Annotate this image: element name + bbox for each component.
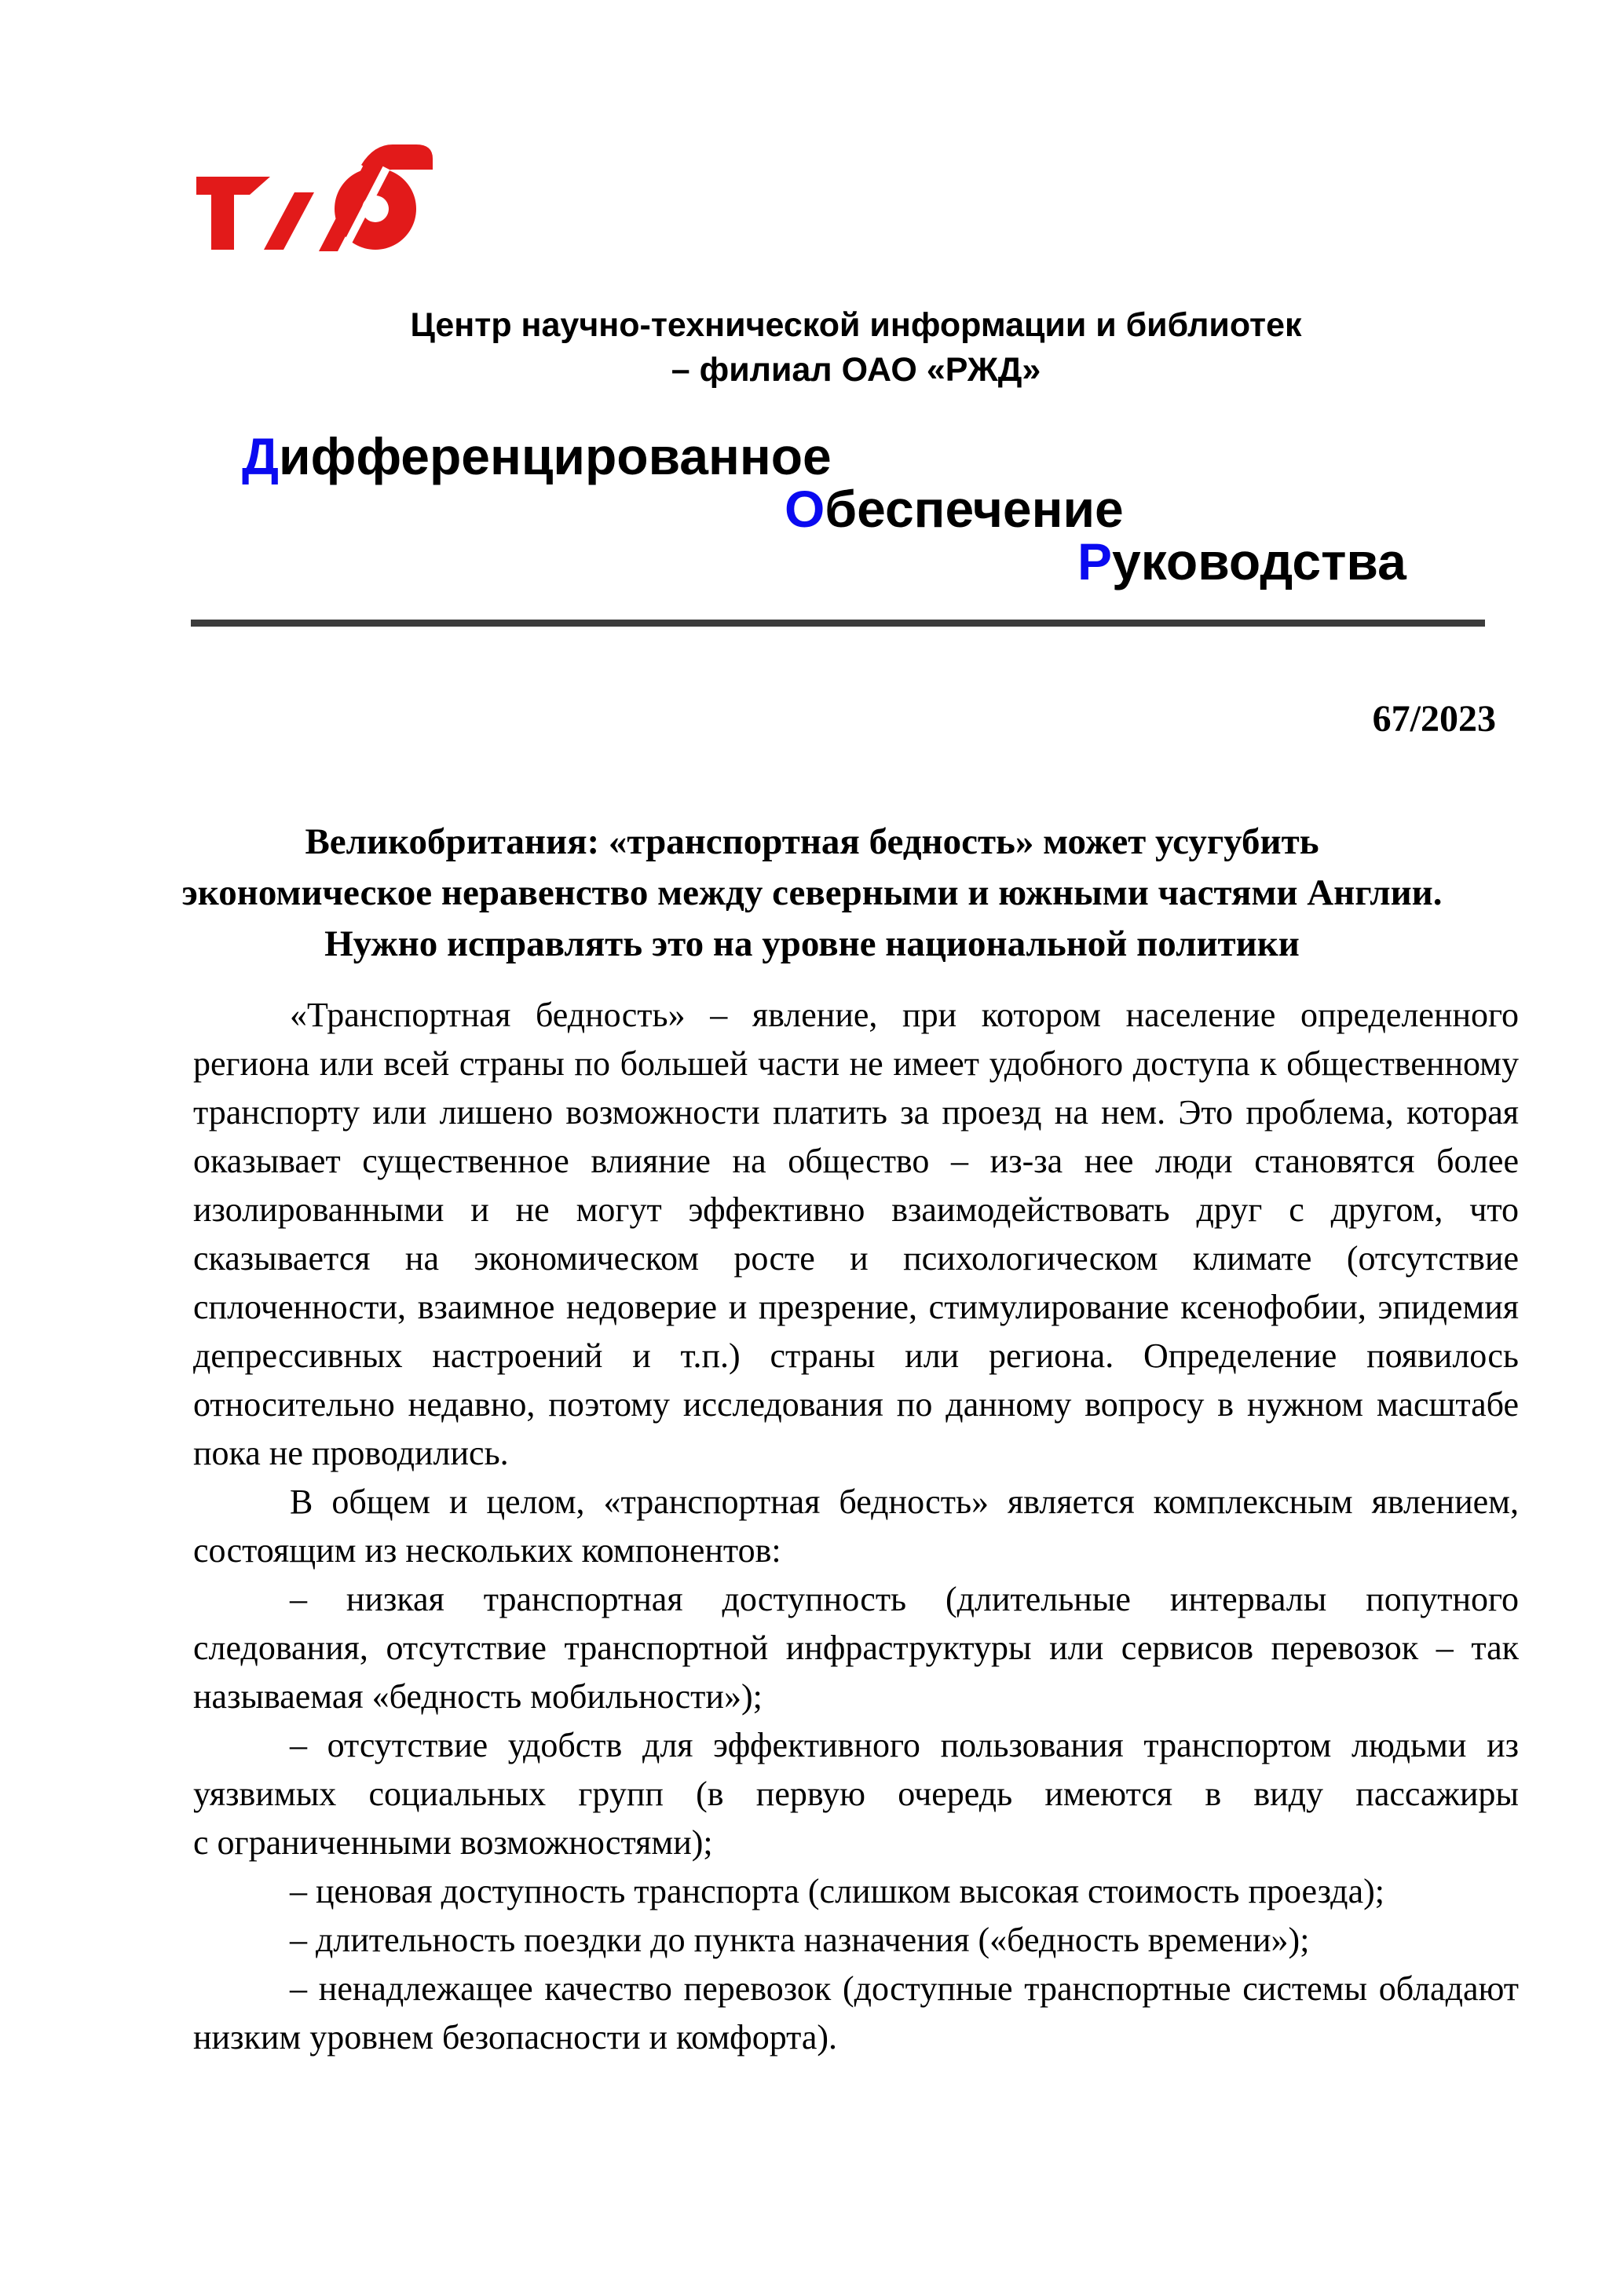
masthead-rest: беспечение [825, 480, 1124, 538]
rzd-logo-icon [195, 141, 434, 251]
masthead-initial: О [785, 480, 825, 538]
masthead-line-differencirovannoe [242, 427, 832, 485]
masthead-line-rukovodstva [1077, 532, 1406, 590]
masthead-rest: ифференцированное [279, 427, 832, 485]
document-title-line: Великобритания: «транспортная бедность» может усугубить [305, 821, 1319, 862]
document-title [149, 817, 1475, 970]
masthead-initial: Р [1077, 532, 1113, 590]
body-paragraph: «Транспортная бедность» – явление, при котором население определенного региона или всей страны по большей части не имеет удобного доступа к общественному транспорту или лишено возможности платить за проезд на нем. Это проблема, которая оказывает существенное влияние на общество – из-за нее люди становятся более изолированными и не могут эффективно взаимодействовать друг с другом, что сказывается на экономическом росте и психологическом климате (отсутствие сплоченности, взаимное недоверие и презрение, стимулирование ксенофобии, эпидемия депрессивных настроений и т.п.) страны или региона. Определение появилось относительно недавно, поэтому исследования по данному вопросу в нужном масштабе пока не проводились. [193, 996, 1519, 1472]
document-title-line: Нужно исправлять это на уровне национальной политики [324, 923, 1300, 964]
divider-rule [191, 620, 1485, 627]
org-header-line2: – филиал ОАО «РЖД» [671, 351, 1041, 389]
org-header [44, 303, 1624, 393]
masthead-rest: уководства [1112, 532, 1406, 590]
issue-number: 67/2023 [1372, 698, 1496, 740]
body-paragraph-bullet: – ценовая доступность транспорта (слишком высокая стоимость проезда); [290, 1872, 1384, 1910]
document-body [193, 991, 1519, 2062]
masthead-line-obespechenie [785, 480, 1124, 538]
org-header-line1: Центр научно-технической информации и библиотек [410, 306, 1302, 344]
body-paragraph-bullet: – низкая транспортная доступность (длительные интервалы попутного следования, отсутствие транспортной инфраструктуры или сервисов перевозок – так называемая «бедность мобильности»); [193, 1580, 1519, 1716]
document-title-line: экономическое неравенство между северными и южными частями Англии. [181, 872, 1443, 913]
body-paragraph-bullet: – отсутствие удобств для эффективного пользования транспортом людьми из уязвимых социальных групп (в первую очередь имеются в виду пассажиры с ограниченными возможностями); [193, 1726, 1519, 1862]
body-paragraph-bullet: – длительность поездки до пункта назначения («бедность времени»); [290, 1921, 1310, 1959]
masthead-initial: Д [242, 427, 280, 485]
body-paragraph-bullet: – ненадлежащее качество перевозок (доступные транспортные системы обладают низким уровнем безопасности и комфорта). [193, 1969, 1519, 2057]
body-paragraph: В общем и целом, «транспортная бедность» является комплексным явлением, состоящим из нескольких компонентов: [193, 1483, 1519, 1570]
